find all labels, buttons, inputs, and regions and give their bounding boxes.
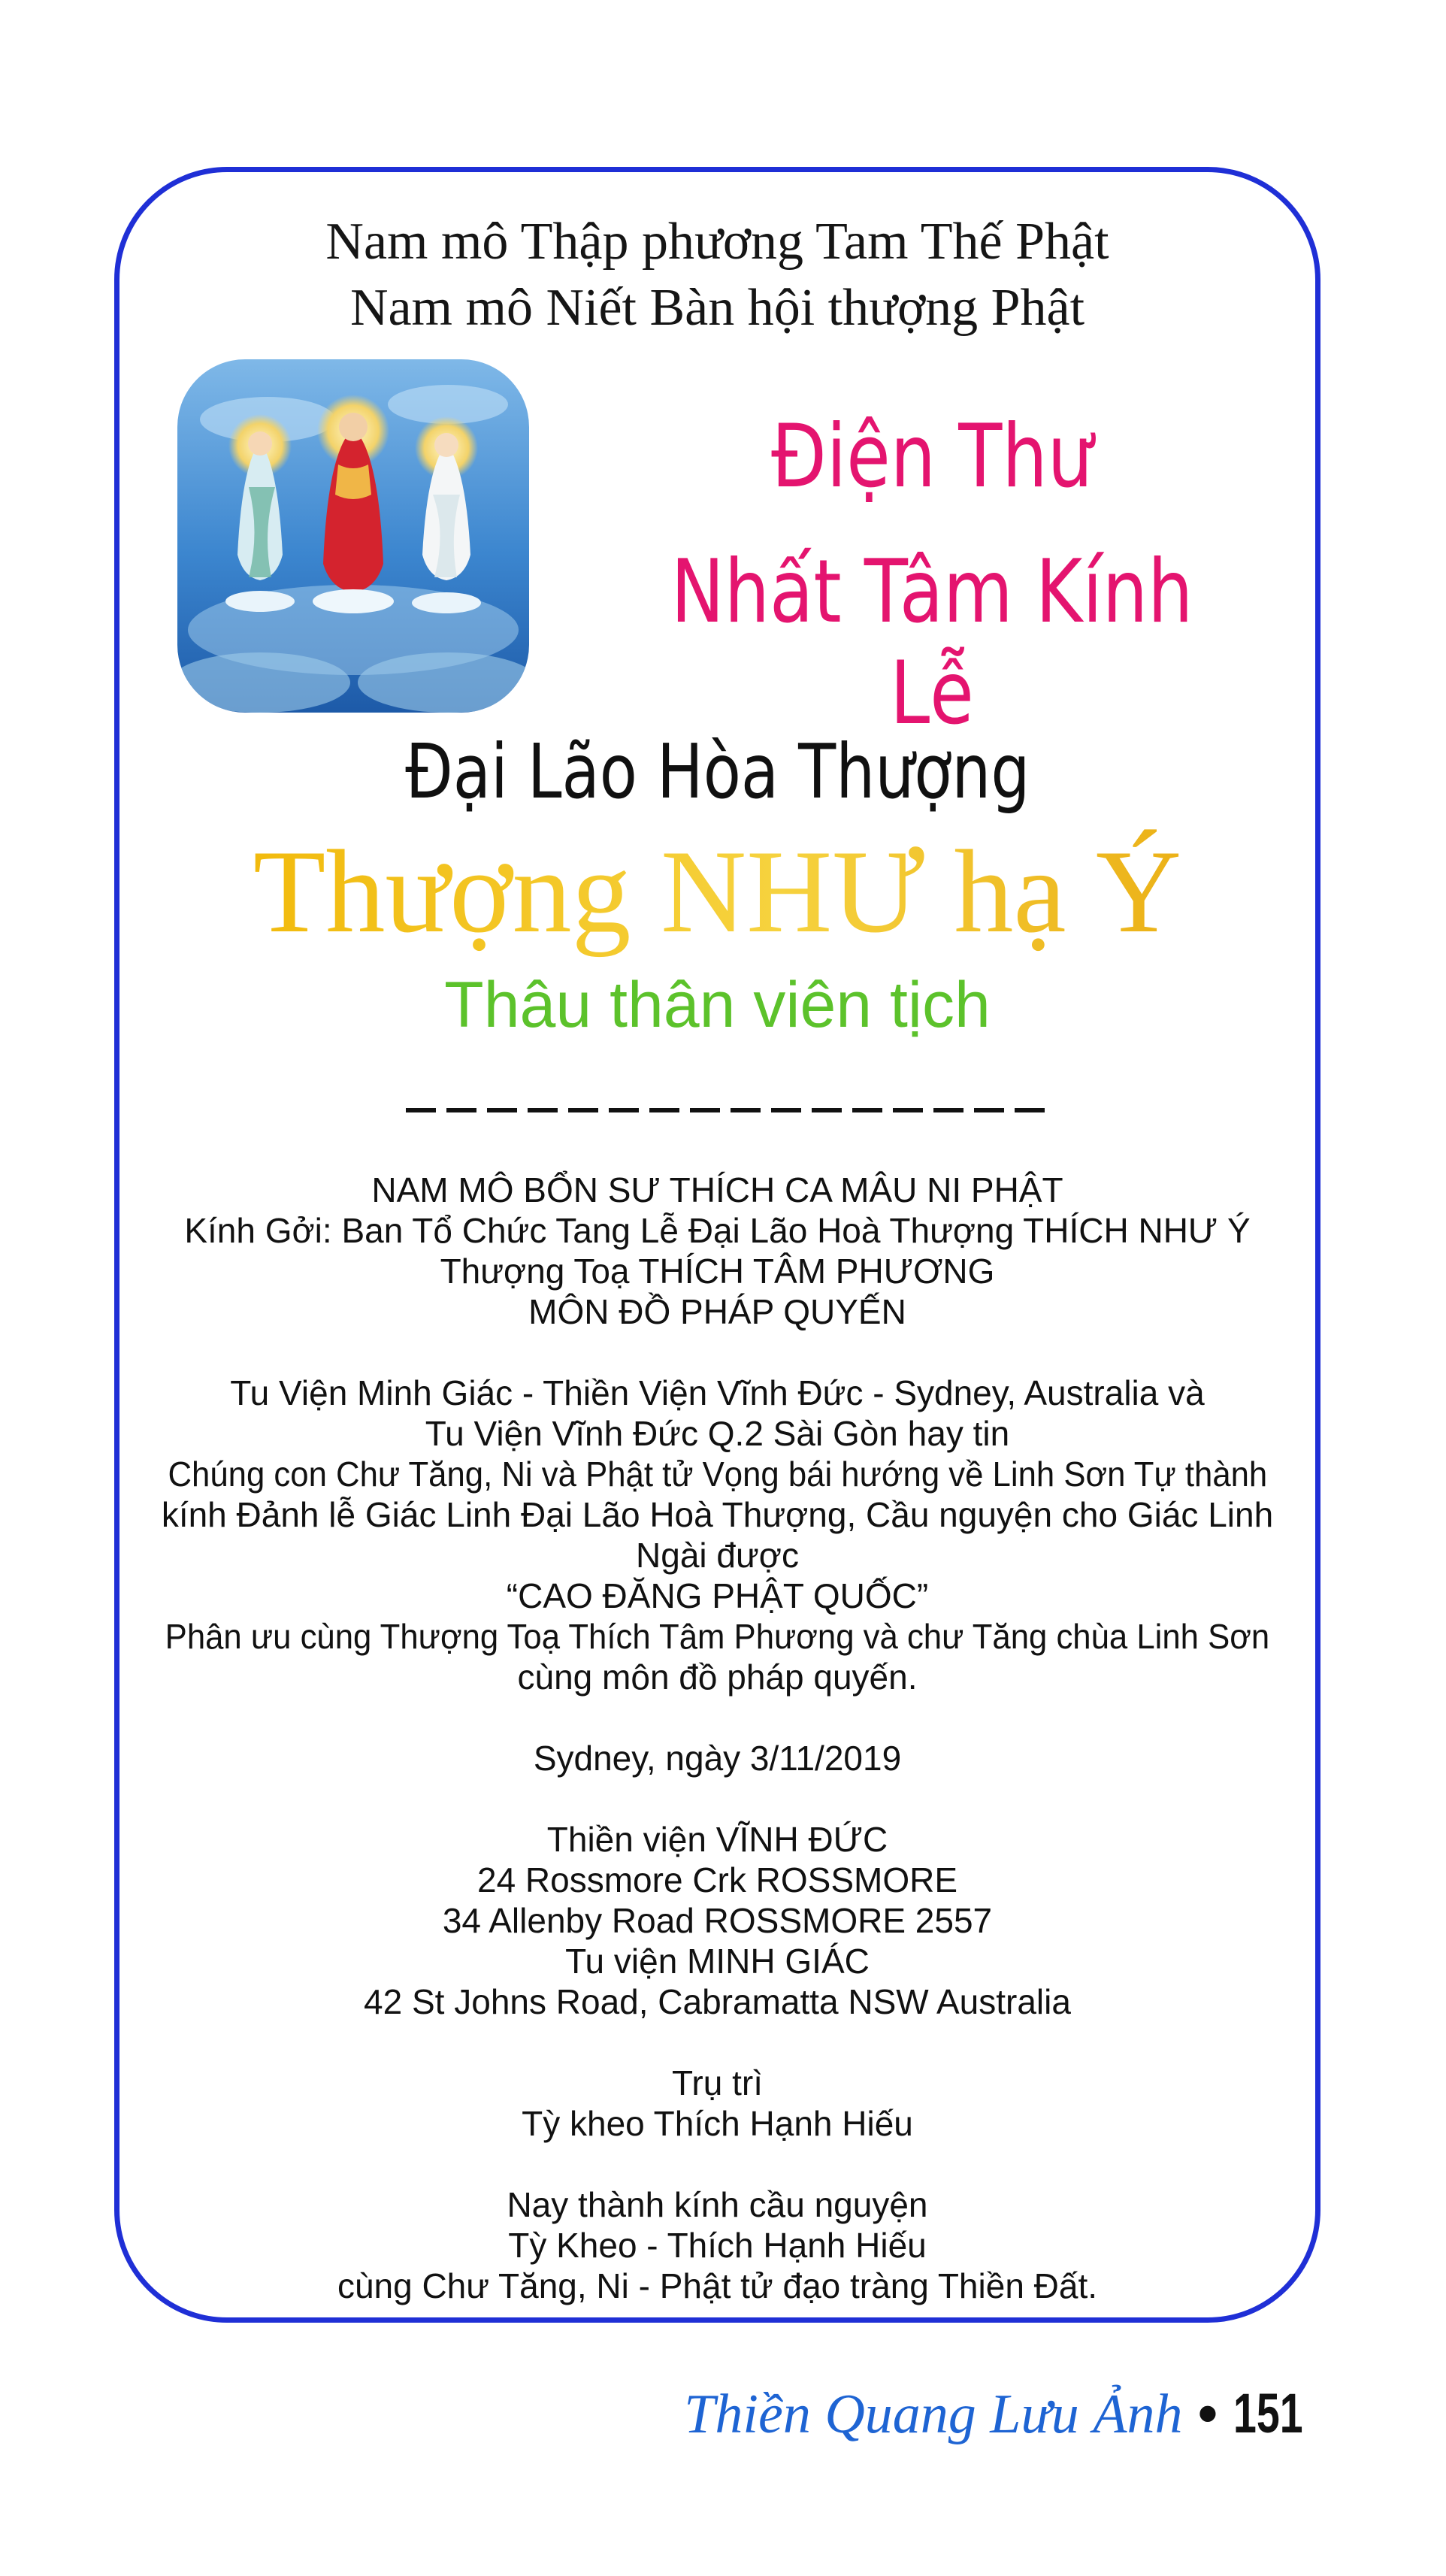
message-line: Tu Viện Minh Giác - Thiền Viện Vĩnh Đức - Sydney, Australia và xyxy=(230,1373,1205,1412)
telegram-title: Điện Thư xyxy=(771,406,1093,507)
date-line: Sydney, ngày 3/11/2019 xyxy=(533,1739,902,1778)
dashed-divider xyxy=(406,1108,1052,1112)
telegram-subtitle: Nhất Tâm Kính Lễ xyxy=(670,541,1193,744)
address-line: 42 St Johns Road, Cabramatta NSW Australia xyxy=(364,1982,1071,2021)
closing-line: Tỳ Kheo - Thích Hạnh Hiếu xyxy=(508,2226,927,2265)
message-line: Kính Gởi: Ban Tổ Chức Tang Lễ Đại Lão Hoà Thượng THÍCH NHƯ Ý xyxy=(184,1211,1251,1250)
signature-line: Trụ trì xyxy=(672,2063,763,2102)
signature-line: Tỳ kheo Thích Hạnh Hiếu xyxy=(522,2104,913,2143)
message-line: kính Đảnh lễ Giác Linh Đại Lão Hoà Thượng, Cầu nguyện cho Giác Linh xyxy=(161,1495,1274,1534)
venerable-name: Thượng NHƯ hạ Ý xyxy=(114,824,1320,961)
publication-title: Thiền Quang Lưu Ảnh xyxy=(684,2384,1183,2445)
message-line: cùng môn đồ pháp quyến. xyxy=(517,1657,918,1697)
message-line: Ngài được xyxy=(636,1536,799,1575)
condolence-message xyxy=(114,1170,1320,2306)
message-text: Chúng con Chư Tăng, Ni và Phật tử Vọng bái hướng về Linh Sơn Tự thành xyxy=(168,1454,1267,1494)
invocation-line-1: Nam mô Thập phương Tam Thế Phật xyxy=(325,213,1109,271)
page-number: 151 xyxy=(1233,2382,1303,2444)
invocation-line-2: Nam mô Niết Bàn hội thượng Phật xyxy=(349,279,1085,337)
message-line: NAM MÔ BỔN SƯ THÍCH CA MÂU NI PHẬT xyxy=(371,1170,1063,1209)
three-buddhas-image xyxy=(177,359,529,713)
message-line: Tu Viện Vĩnh Đức Q.2 Sài Gòn hay tin xyxy=(425,1414,1010,1453)
address-line: 34 Allenby Road ROSSMORE 2557 xyxy=(442,1901,993,1940)
message-line: “CAO ĐĂNG PHẬT QUỐC” xyxy=(506,1576,929,1615)
address-line: Tu viện MINH GIÁC xyxy=(565,1942,870,1981)
message-text: Phân ưu cùng Thượng Toạ Thích Tâm Phương và chư Tăng chùa Linh Sơn xyxy=(165,1617,1270,1656)
closing-line: Nay thành kính cầu nguyện xyxy=(507,2185,928,2224)
address-line: 24 Rossmore Crk ROSSMORE xyxy=(476,1860,957,1899)
footer-bullet: • xyxy=(1198,2382,1218,2444)
message-line xyxy=(114,1454,1320,1494)
message-line: MÔN ĐỒ PHÁP QUYẾN xyxy=(528,1292,906,1331)
message-line xyxy=(114,1616,1320,1657)
passing-notice: Thâu thân viên tịch xyxy=(444,969,991,1041)
invocation xyxy=(114,209,1320,341)
address-line: Thiền viện VĨNH ĐỨC xyxy=(546,1820,888,1859)
honorific-title xyxy=(114,728,1320,816)
page-footer xyxy=(684,2381,1326,2447)
message-line: Thượng Toạ THÍCH TÂM PHƯƠNG xyxy=(440,1252,995,1291)
closing-line: cùng Chư Tăng, Ni - Phật tử đạo tràng Thiền Đất. xyxy=(337,2266,1098,2305)
honorific-text: Đại Lão Hòa Thượng xyxy=(404,728,1030,816)
